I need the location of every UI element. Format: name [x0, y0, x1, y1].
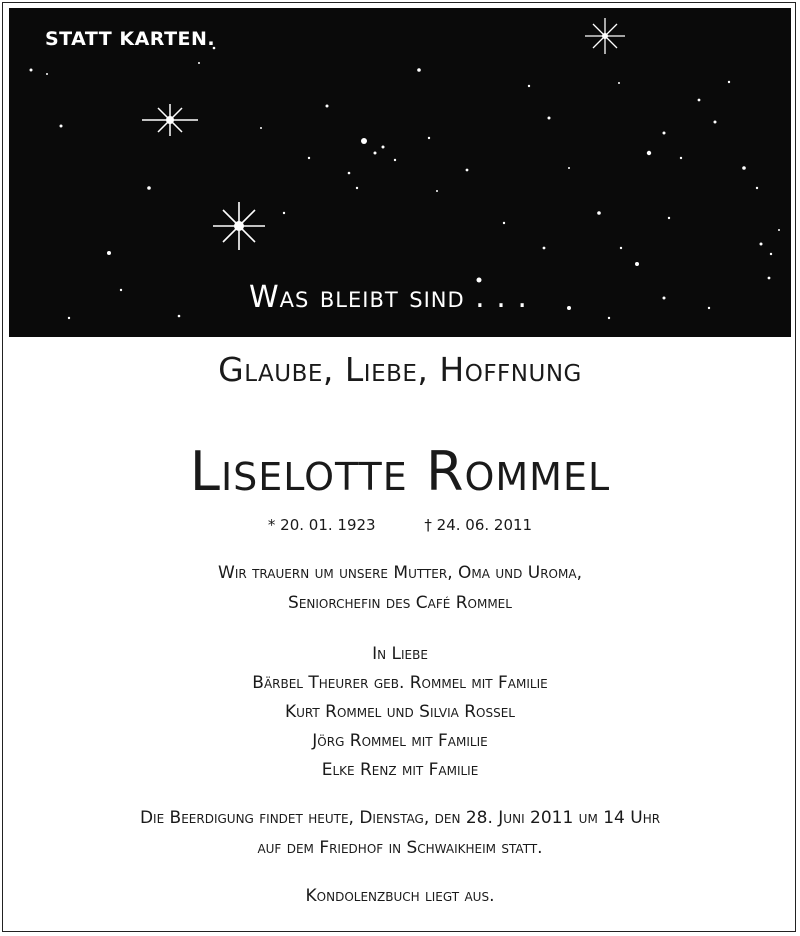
mourning-line: Wir trauern um unsere Mutter, Oma und Uroma,	[218, 563, 582, 583]
birth-date: * 20. 01. 1923	[267, 516, 376, 534]
sparkle-star	[585, 18, 625, 54]
deceased-name: Liselotte Rommel	[189, 440, 611, 503]
mourning-line: Seniorchefin des Café Rommel	[288, 593, 512, 613]
sparkle-star	[142, 104, 198, 136]
family-member: Elke Renz mit Familie	[321, 760, 479, 780]
funeral-line: auf dem Friedhof in Schwaikheim statt.	[257, 838, 543, 858]
family-intro: In Liebe	[372, 644, 428, 664]
family-member: Bärbel Theurer geb. Rommel mit Familie	[252, 673, 548, 693]
was-bleibt-heading: Was bleibt sind . . .	[249, 280, 528, 315]
funeral-line: Die Beerdigung findet heute, Dienstag, den 28. Juni 2011 um 14 Uhr	[139, 808, 661, 828]
statt-karten-label: STATT KARTEN.	[45, 28, 216, 50]
motto-heading: Glaube, Liebe, Hoffnung	[218, 350, 582, 389]
family-member: Kurt Rommel und Silvia Rossel	[285, 702, 515, 722]
sparkle-star	[213, 202, 265, 250]
death-date: † 24. 06. 2011	[424, 516, 533, 534]
life-dates	[0, 516, 800, 534]
starry-sky-image	[9, 8, 791, 337]
condolence-note: Kondolenzbuch liegt aus.	[305, 886, 495, 906]
family-member: Jörg Rommel mit Familie	[312, 731, 488, 751]
